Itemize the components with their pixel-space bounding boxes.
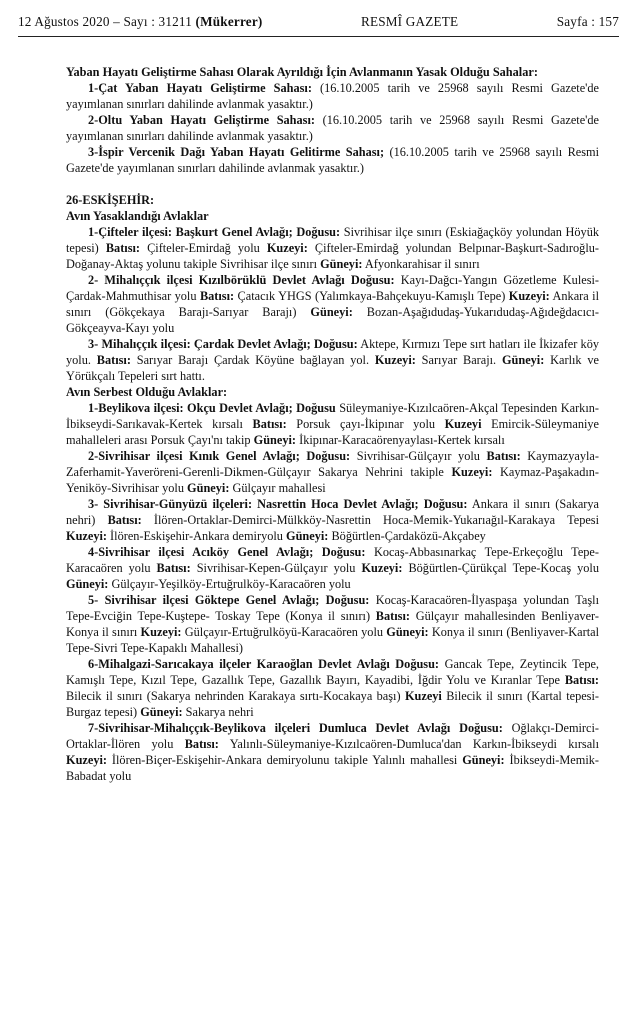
list-item: 6-Mihalgazi-Sarıcakaya ilçeler Karaoğlan Devlet Avlağı Doğusu: Gancak Tepe, Zeytincik Tepe, Kamışlı Tepe, Kızıl Tepe, Gazallık Tepe, Gazallık Bayırı, Kayadibi, İğdir Yolu ve Kıranlar Tepe Batısı: Bilecik il sınırı (Sakarya nehrinden Karakaya sırtı-Kocakaya başı) Kuzeyi Bilecik il sınırı (Kartal tepesi-Burgaz tepesi) Güneyi: Sakarya nehri — [66, 657, 600, 719]
city-heading: 26-ESKİŞEHİR: — [66, 193, 155, 207]
list-item: 3- Mihalıççık ilçesi: Çardak Devlet Avlağı; Doğusu: Aktepe, Kırmızı Tepe sırt hatları ile İkizafer köy yolu. Batısı: Sarıyar Barajı Çardak Köyüne bağlayan yol. Kuzeyi: Sarıyar Barajı. Güneyi: Karlık ve Yörükçalı Tepeleri sırt hattı. — [66, 337, 599, 383]
page-header — [18, 14, 619, 30]
document-body — [66, 64, 599, 784]
list-item: 2- Mihalıççık ilçesi Kızılbörüklü Devlet Avlağı Doğusu: Kayı-Dağcı-Yangın Gözetleme Kulesi-Çardak-Mahmuthisar yolu Batısı: Çatacık YHGS (Yalımkaya-Bahçekuyu-Kamışlı Tepe) Kuzeyi: Ankara il sınırı (Gökçekaya Barajı-Sarıyar Barajı) Güneyi: Bozan-Aşağıdudaş-Yukarıdudaş-Ağıdeğdacıcı-Gökçeayva-Kayı yolu — [66, 273, 599, 335]
header-date-issue: 12 Ağustos 2020 – Sayı : 31211 (Mükerrer) — [18, 14, 263, 29]
list-item: 5- Sivrihisar ilçesi Göktepe Genel Avlağı; Doğusu: Kocaş-Karacaören-İlyaspaşa yolundan Taşlı Tepe-Evciğin Tepe-Kuştepe- Toskay Tepe (Konya il sınırı) Batısı: Gülçayır mahallesinden Benliyaver-Konya il sınırı Kuzeyi: Gülçayır-Ertuğrulköyü-Karacaören yolu Güneyi: Konya il sınırı (Benliyaver-Kartal Tepe-Sivri Tepe-Kapaklı Mahallesi) — [66, 593, 600, 655]
section-heading: Yaban Hayatı Geliştirme Sahası Olarak Ayrıldığı İçin Avlanmanın Yasak Olduğu Sahalar: — [66, 65, 538, 79]
list-item: 2-Sivrihisar ilçesi Kınık Genel Avlağı; Doğusu: Sivrihisar-Gülçayır yolu Batısı: Kaymazyayla-Zaferhamit-Yaveröreni-Gerenli-Dikmen-Gülçayır Sakarya Nehrini takiple Kuzeyi: Kaymaz-Paşakadın-Yeniköy-Sivrihisar yolu Güneyi: Gülçayır mahallesi — [66, 449, 600, 495]
list-item: 1-Çifteler ilçesi: Başkurt Genel Avlağı; Doğusu: Sivrihisar ilçe sınırı (Eskiağaçköy yolundan Höyük tepesi) Batısı: Çifteler-Emirdağ yolu Kuzeyi: Çifteler-Emirdağ yolundan Belpınar-Başkurt-Sadıroğlu-Doğanay-Aktaş yolunu takiple Sivrihisar ilçe sınırı Güneyi: Afyonkarahisar il sınırı — [66, 225, 599, 271]
subheading-banned: Avın Yasaklandığı Avlaklar — [66, 209, 209, 223]
subheading-open: Avın Serbest Olduğu Avlaklar: — [66, 385, 228, 399]
header-page-number: Sayfa : 157 — [556, 14, 619, 29]
header-extra: (Mükerrer) — [195, 14, 263, 29]
spacer — [66, 176, 599, 192]
list-item: 3- Sivrihisar-Günyüzü ilçeleri: Nasrettin Hoca Devlet Avlağı; Doğusu: Ankara il sınırı (Sakarya nehri) Batısı: İlören-Ortaklar-Demirci-Mülkköy-Nasrettin Hoca-Memik-Yukarıağıl-Karakaya Tepesi Kuzeyi: İlören-Eskişehir-Ankara demiryolu Güneyi: Böğürtlen-Çardaközü-Akçabey — [66, 497, 600, 543]
paragraph-ispir: 3-İspir Vercenik Dağı Yaban Hayatı Gelitirme Sahası; (16.10.2005 tarih ve 25968 sayılı Resmi Gazete'de yayımlanan sınırları dahilinde avlanmak yasaktır.) — [66, 145, 600, 175]
paragraph-cat: 1-Çat Yaban Hayatı Geliştirme Sahası: (16.10.2005 tarih ve 25968 sayılı Resmi Gazete'de yayımlanan sınırları dahilinde avlanmak yasaktır.) — [66, 81, 599, 111]
header-title: RESMÎ GAZETE — [360, 14, 459, 29]
header-rule — [18, 36, 619, 37]
list-item: 4-Sivrihisar ilçesi Acıköy Genel Avlağı; Doğusu: Kocaş-Abbasınarkaç Tepe-Erkeçoğlu Tepe-Karacaören yolu Batısı: Sivrihisar-Kepen-Gülçayır yolu Kuzeyi: Böğürtlen-Çürükçal Tepe-Kocaş yolu Güneyi: Gülçayır-Yeşilköy-Ertuğrulköy-Karacaören yolu — [66, 545, 599, 591]
list-item: 1-Beylikova ilçesi: Okçu Devlet Avlağı; Doğusu Süleymaniye-Kızılcaören-Akçal Tepesinden Karkın-İbikseydi-Sarıkavak-Kertek kırsalı Batısı: Porsuk çayı-İkipınar yolu Kuzeyi Emircik-Süleymaniye mahalleleri arası Porsuk Çayı'nı takip Güneyi: İkipınar-Karacaörenyaylası-Kertek kırsalı — [66, 401, 600, 447]
paragraph-oltu: 2-Oltu Yaban Hayatı Geliştirme Sahası: (16.10.2005 tarih ve 25968 sayılı Resmi Gazete'de yayımlanan sınırları dahilinde avlanmak yasaktır.) — [66, 113, 599, 143]
list-item: 7-Sivrihisar-Mihalıççık-Beylikova ilçeleri Dumluca Devlet Avlağı Doğusu: Oğlakçı-Demirci-Ortaklar-İlören yolu Batısı: Yalınlı-Süleymaniye-Kızılcaören-Dumluca'dan Karkın-İbikseydi kırsalı Kuzeyi: İlören-Biçer-Eskişehir-Ankara demiryolunu takiple Yalınlı mahallesi Güneyi: İbikseydi-Memik-Babadat yolu — [66, 721, 599, 783]
